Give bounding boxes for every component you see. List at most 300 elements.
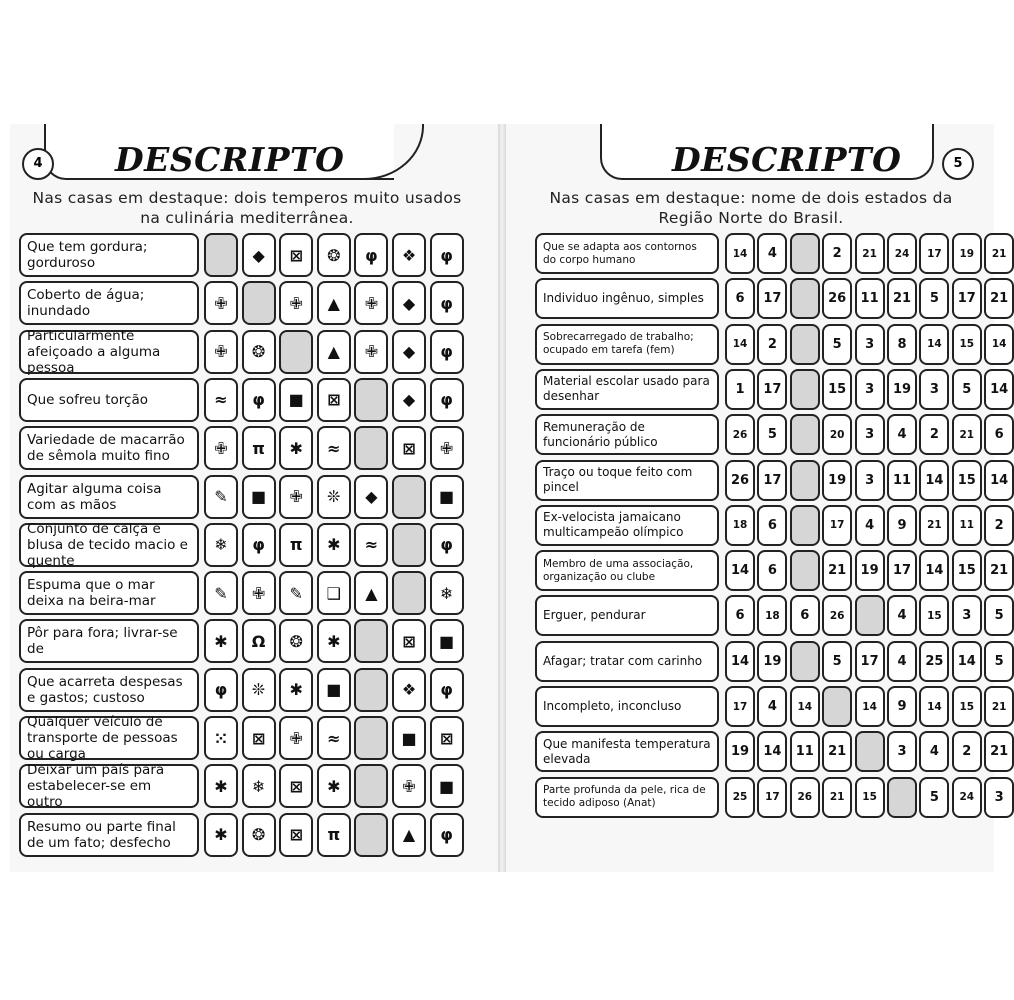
puzzle-cell[interactable]: [952, 731, 982, 772]
cell-code: ■: [326, 680, 342, 700]
puzzle-cell[interactable]: [279, 668, 313, 712]
puzzle-cell[interactable]: [822, 324, 852, 365]
cell-code: 1: [735, 381, 745, 397]
cell-code: 6: [735, 608, 745, 624]
puzzle-cell[interactable]: [855, 278, 885, 319]
cell-code: ✱: [327, 776, 341, 796]
puzzle-cell[interactable]: [757, 414, 787, 455]
puzzle-cell[interactable]: [757, 505, 787, 546]
puzzle-cell[interactable]: [757, 550, 787, 591]
cell-code: 5: [994, 608, 1004, 624]
cell-code: 21: [990, 744, 1009, 760]
puzzle-cell[interactable]: [952, 233, 982, 274]
puzzle-cell[interactable]: [855, 369, 885, 410]
puzzle-cell[interactable]: [430, 813, 464, 857]
puzzle-cell[interactable]: [757, 777, 787, 818]
highlighted-cell[interactable]: [242, 281, 276, 325]
puzzle-cell[interactable]: [279, 475, 313, 519]
cell-code: 14: [991, 338, 1007, 351]
puzzle-cell[interactable]: [887, 686, 917, 727]
puzzle-cell[interactable]: [887, 641, 917, 682]
puzzle-cell[interactable]: [317, 668, 351, 712]
puzzle-cell[interactable]: [822, 414, 852, 455]
puzzle-cell[interactable]: [757, 460, 787, 501]
puzzle-cell[interactable]: [317, 523, 351, 567]
puzzle-cell[interactable]: [887, 414, 917, 455]
puzzle-cell[interactable]: [757, 324, 787, 365]
page-title-left: DESCRIPTO: [115, 140, 345, 179]
puzzle-cell[interactable]: [354, 233, 388, 277]
puzzle-cell[interactable]: [317, 281, 351, 325]
clue-text: Que se adapta aos contornos do corpo humano: [535, 233, 719, 274]
puzzle-cell[interactable]: [279, 813, 313, 857]
puzzle-cell[interactable]: [919, 777, 949, 818]
puzzle-cell[interactable]: [822, 641, 852, 682]
cell-code: ✙: [289, 728, 303, 748]
cell-code: ✱: [327, 535, 341, 555]
puzzle-cell[interactable]: [984, 369, 1014, 410]
puzzle-cell[interactable]: [984, 731, 1014, 772]
puzzle-cell[interactable]: [952, 641, 982, 682]
puzzle-cell[interactable]: [822, 505, 852, 546]
page-title-right: DESCRIPTO: [672, 140, 902, 179]
puzzle-cell[interactable]: [354, 281, 388, 325]
highlighted-cell[interactable]: [354, 619, 388, 663]
puzzle-cell[interactable]: [725, 460, 755, 501]
cell-code: 5: [994, 653, 1004, 669]
highlighted-cell[interactable]: [354, 378, 388, 422]
cell-code: 5: [929, 291, 939, 307]
puzzle-cell[interactable]: [430, 764, 464, 808]
instruction-line: Região Norte do Brasil.: [658, 209, 844, 227]
puzzle-cell[interactable]: [725, 777, 755, 818]
puzzle-cell[interactable]: [279, 233, 313, 277]
puzzle-cell[interactable]: [392, 813, 426, 857]
puzzle-cell[interactable]: [242, 571, 276, 615]
cell-code: 15: [959, 700, 975, 713]
puzzle-cell[interactable]: [725, 369, 755, 410]
puzzle-cell[interactable]: [725, 641, 755, 682]
puzzle-cell[interactable]: [430, 668, 464, 712]
puzzle-cell[interactable]: [887, 324, 917, 365]
puzzle-cell[interactable]: [855, 414, 885, 455]
puzzle-cell[interactable]: [279, 378, 313, 422]
puzzle-cell[interactable]: [317, 813, 351, 857]
highlighted-cell[interactable]: [790, 641, 820, 682]
cell-code: 19: [860, 563, 879, 579]
puzzle-cell[interactable]: [887, 460, 917, 501]
puzzle-cell[interactable]: [855, 324, 885, 365]
puzzle-cell[interactable]: [204, 523, 238, 567]
puzzle-cell[interactable]: [919, 505, 949, 546]
highlighted-cell[interactable]: [354, 813, 388, 857]
puzzle-cell[interactable]: [354, 571, 388, 615]
puzzle-cell[interactable]: [204, 330, 238, 374]
puzzle-cell[interactable]: [242, 813, 276, 857]
puzzle-cell[interactable]: [984, 641, 1014, 682]
puzzle-cell[interactable]: [242, 716, 276, 760]
puzzle-cell[interactable]: [855, 686, 885, 727]
puzzle-cell[interactable]: [204, 668, 238, 712]
puzzle-cell[interactable]: [725, 686, 755, 727]
highlighted-cell[interactable]: [354, 426, 388, 470]
cell-code: ◆: [365, 487, 378, 506]
puzzle-cell[interactable]: [204, 716, 238, 760]
highlighted-cell[interactable]: [790, 324, 820, 365]
cell-code: φ: [365, 245, 378, 265]
puzzle-cell[interactable]: [919, 641, 949, 682]
clue-text: Que manifesta temperatura elevada: [535, 731, 719, 772]
cell-code: ⊠: [439, 728, 454, 748]
cell-code: 3: [865, 381, 875, 397]
cell-code: 9: [897, 517, 907, 533]
puzzle-cell[interactable]: [430, 619, 464, 663]
puzzle-cell[interactable]: [919, 550, 949, 591]
puzzle-cell[interactable]: [317, 330, 351, 374]
puzzle-cell[interactable]: [392, 619, 426, 663]
cell-code: 25: [925, 653, 944, 669]
highlighted-cell[interactable]: [790, 233, 820, 274]
clue-text: Membro de uma associação, organização ou clube: [535, 550, 719, 591]
cell-code: φ: [440, 245, 453, 265]
highlighted-cell[interactable]: [354, 716, 388, 760]
clue-text: Individuo ingênuo, simples: [535, 278, 719, 319]
puzzle-cell[interactable]: [317, 378, 351, 422]
puzzle-cell[interactable]: [757, 233, 787, 274]
puzzle-cell[interactable]: [279, 619, 313, 663]
puzzle-cell[interactable]: [317, 619, 351, 663]
cell-code: φ: [440, 390, 453, 410]
puzzle-cell[interactable]: [984, 278, 1014, 319]
puzzle-cell[interactable]: [952, 460, 982, 501]
cell-code: 17: [892, 563, 912, 579]
cell-code: ⊠: [251, 728, 266, 748]
puzzle-cell[interactable]: [984, 595, 1014, 636]
clue-text: Material escolar usado para desenhar: [535, 369, 719, 410]
highlighted-cell[interactable]: [855, 595, 885, 636]
puzzle-cell[interactable]: [855, 550, 885, 591]
puzzle-cell[interactable]: [279, 523, 313, 567]
puzzle-cell[interactable]: [204, 571, 238, 615]
puzzle-cell[interactable]: [887, 595, 917, 636]
puzzle-cell[interactable]: [392, 668, 426, 712]
instruction-line: Nas casas em destaque: dois temperos muito usados: [32, 189, 462, 207]
puzzle-cell[interactable]: [279, 571, 313, 615]
puzzle-cell[interactable]: [919, 414, 949, 455]
puzzle-cell[interactable]: [790, 686, 820, 727]
puzzle-cell[interactable]: [952, 414, 982, 455]
puzzle-cell[interactable]: [242, 233, 276, 277]
puzzle-cell[interactable]: [952, 550, 982, 591]
puzzle-cell[interactable]: [242, 668, 276, 712]
puzzle-cell[interactable]: [822, 369, 852, 410]
cell-code: ⊠: [402, 631, 416, 651]
puzzle-cell[interactable]: [790, 777, 820, 818]
puzzle-cell[interactable]: [919, 595, 949, 636]
cell-code: φ: [440, 342, 453, 362]
highlighted-cell[interactable]: [354, 764, 388, 808]
cell-code: 14: [732, 338, 748, 351]
puzzle-cell[interactable]: [984, 686, 1014, 727]
puzzle-cell[interactable]: [822, 777, 852, 818]
puzzle-cell[interactable]: [725, 278, 755, 319]
puzzle-cell[interactable]: [887, 731, 917, 772]
puzzle-cell[interactable]: [725, 731, 755, 772]
puzzle-cell[interactable]: [790, 731, 820, 772]
puzzle-cell[interactable]: [204, 281, 238, 325]
puzzle-cell[interactable]: [855, 505, 885, 546]
cell-code: 14: [990, 472, 1009, 488]
cell-code: 15: [828, 381, 847, 397]
cell-code: 17: [829, 519, 845, 532]
puzzle-cell[interactable]: [204, 378, 238, 422]
cell-code: Ω: [251, 631, 266, 651]
cell-code: 17: [957, 291, 976, 307]
cell-code: 21: [892, 291, 912, 307]
highlighted-cell[interactable]: [887, 777, 917, 818]
puzzle-cell[interactable]: [725, 233, 755, 274]
highlighted-cell[interactable]: [790, 505, 820, 546]
highlighted-cell[interactable]: [790, 369, 820, 410]
highlighted-cell[interactable]: [392, 571, 426, 615]
puzzle-cell[interactable]: [279, 764, 313, 808]
puzzle-cell[interactable]: [757, 278, 787, 319]
puzzle-cell[interactable]: [242, 523, 276, 567]
puzzle-cell[interactable]: [887, 550, 917, 591]
cell-code: ■: [401, 728, 417, 748]
puzzle-cell[interactable]: [822, 233, 852, 274]
cell-code: 5: [832, 336, 842, 352]
puzzle-cell[interactable]: [855, 777, 885, 818]
puzzle-cell[interactable]: [430, 571, 464, 615]
cell-code: 14: [925, 472, 944, 488]
puzzle-cell[interactable]: [919, 369, 949, 410]
clue-text: Agitar alguma coisa com as mãos: [19, 475, 199, 519]
highlighted-cell[interactable]: [392, 475, 426, 519]
puzzle-cell[interactable]: [952, 324, 982, 365]
puzzle-cell[interactable]: [317, 475, 351, 519]
cell-code: ❄: [214, 535, 228, 555]
cell-code: ✎: [214, 583, 228, 603]
puzzle-cell[interactable]: [984, 777, 1014, 818]
clue-text: Que sofreu torção: [19, 378, 199, 422]
puzzle-cell[interactable]: [392, 233, 426, 277]
cell-code: ✙: [214, 342, 228, 362]
puzzle-cell[interactable]: [790, 595, 820, 636]
puzzle-cell[interactable]: [855, 460, 885, 501]
cell-code: 17: [763, 472, 782, 488]
puzzle-cell[interactable]: [757, 641, 787, 682]
puzzle-cell[interactable]: [317, 764, 351, 808]
puzzle-cell[interactable]: [919, 686, 949, 727]
cell-code: 3: [865, 336, 875, 352]
cell-code: 17: [763, 381, 782, 397]
cell-code: 3: [865, 472, 875, 488]
cell-code: 3: [865, 427, 875, 443]
puzzle-cell[interactable]: [242, 426, 276, 470]
puzzle-cell[interactable]: [430, 475, 464, 519]
cell-code: 17: [765, 791, 780, 804]
puzzle-cell[interactable]: [952, 777, 982, 818]
cell-code: 19: [959, 247, 975, 260]
puzzle-cell[interactable]: [430, 330, 464, 374]
puzzle-cell[interactable]: [354, 330, 388, 374]
puzzle-cell[interactable]: [430, 716, 464, 760]
cell-code: 18: [765, 609, 780, 622]
puzzle-cell[interactable]: [887, 278, 917, 319]
cell-code: ■: [439, 776, 455, 796]
cell-code: 26: [829, 609, 845, 622]
puzzle-cell[interactable]: [952, 505, 982, 546]
puzzle-cell[interactable]: [317, 716, 351, 760]
puzzle-cell[interactable]: [279, 716, 313, 760]
puzzle-cell[interactable]: [317, 426, 351, 470]
puzzle-cell[interactable]: [725, 414, 755, 455]
puzzle-cell[interactable]: [392, 281, 426, 325]
puzzle-cell[interactable]: [887, 233, 917, 274]
puzzle-cell[interactable]: [204, 813, 238, 857]
highlighted-cell[interactable]: [392, 523, 426, 567]
puzzle-cell[interactable]: [430, 426, 464, 470]
cell-code: ❂: [251, 825, 266, 845]
puzzle-cell[interactable]: [757, 686, 787, 727]
puzzle-cell[interactable]: [757, 731, 787, 772]
clue-text: Particularmente afeiçoado a alguma pessoa: [19, 330, 199, 374]
puzzle-cell[interactable]: [919, 731, 949, 772]
highlighted-cell[interactable]: [279, 330, 313, 374]
highlighted-cell[interactable]: [354, 668, 388, 712]
puzzle-cell[interactable]: [984, 550, 1014, 591]
highlighted-cell[interactable]: [790, 278, 820, 319]
puzzle-cell[interactable]: [392, 716, 426, 760]
cell-code: ❊: [327, 487, 341, 506]
cell-code: ✱: [327, 631, 341, 651]
clue-text: Conjunto de calça e blusa de tecido macio e quente: [19, 523, 199, 567]
puzzle-cell[interactable]: [855, 233, 885, 274]
puzzle-cell[interactable]: [430, 233, 464, 277]
puzzle-cell[interactable]: [242, 330, 276, 374]
clue-text: Sobrecarregado de trabalho; ocupado em tarefa (fem): [535, 324, 719, 365]
puzzle-cell[interactable]: [822, 550, 852, 591]
cell-code: 5: [832, 653, 842, 669]
cell-code: 2: [929, 427, 939, 443]
puzzle-cell[interactable]: [952, 278, 982, 319]
cell-code: 19: [763, 653, 782, 669]
puzzle-cell[interactable]: [822, 460, 852, 501]
cell-code: 15: [957, 472, 976, 488]
cell-code: 14: [990, 381, 1009, 397]
puzzle-cell[interactable]: [392, 426, 426, 470]
highlighted-cell[interactable]: [790, 460, 820, 501]
cell-code: ◆: [402, 293, 416, 313]
puzzle-cell[interactable]: [392, 378, 426, 422]
puzzle-cell[interactable]: [984, 233, 1014, 274]
puzzle-cell[interactable]: [887, 369, 917, 410]
puzzle-cell[interactable]: [919, 278, 949, 319]
puzzle-cell[interactable]: [952, 369, 982, 410]
puzzle-cell[interactable]: [204, 475, 238, 519]
highlighted-cell[interactable]: [204, 233, 238, 277]
puzzle-cell[interactable]: [984, 324, 1014, 365]
puzzle-cell[interactable]: [279, 426, 313, 470]
cell-code: ■: [439, 631, 455, 651]
puzzle-cell[interactable]: [919, 460, 949, 501]
puzzle-cell[interactable]: [242, 475, 276, 519]
cell-code: 6: [800, 608, 810, 624]
highlighted-cell[interactable]: [822, 686, 852, 727]
highlighted-cell[interactable]: [790, 414, 820, 455]
puzzle-cell[interactable]: [392, 330, 426, 374]
instructions-left: [24, 188, 470, 228]
puzzle-cell[interactable]: [242, 619, 276, 663]
cell-code: 5: [962, 381, 972, 397]
clue-text: Resumo ou parte final de um fato; desfecho: [19, 813, 199, 857]
instructions-right: [520, 188, 982, 228]
cell-code: 19: [892, 381, 912, 397]
puzzle-cell[interactable]: [242, 764, 276, 808]
cell-code: φ: [252, 390, 265, 410]
puzzle-cell[interactable]: [392, 764, 426, 808]
puzzle-cell[interactable]: [725, 324, 755, 365]
puzzle-cell[interactable]: [919, 324, 949, 365]
cell-code: 4: [767, 246, 777, 261]
puzzle-cell[interactable]: [354, 475, 388, 519]
cell-code: ✱: [289, 438, 303, 458]
cell-code: 4: [897, 427, 907, 443]
puzzle-cell[interactable]: [354, 523, 388, 567]
puzzle-cell[interactable]: [822, 595, 852, 636]
puzzle-cell[interactable]: [204, 619, 238, 663]
puzzle-cell[interactable]: [757, 595, 787, 636]
cell-code: 21: [927, 519, 942, 532]
puzzle-cell[interactable]: [952, 686, 982, 727]
puzzle-cell[interactable]: [822, 278, 852, 319]
cell-code: 19: [730, 744, 750, 760]
puzzle-cell[interactable]: [317, 571, 351, 615]
puzzle-cell[interactable]: [984, 505, 1014, 546]
puzzle-cell[interactable]: [430, 378, 464, 422]
puzzle-cell[interactable]: [242, 378, 276, 422]
puzzle-cell[interactable]: [984, 460, 1014, 501]
cell-code: 4: [897, 608, 907, 624]
puzzle-cell[interactable]: [757, 369, 787, 410]
puzzle-cell[interactable]: [430, 523, 464, 567]
cell-code: 11: [892, 472, 912, 488]
puzzle-cell[interactable]: [279, 281, 313, 325]
puzzle-cell[interactable]: [430, 281, 464, 325]
puzzle-cell[interactable]: [725, 595, 755, 636]
puzzle-cell[interactable]: [725, 550, 755, 591]
puzzle-cell[interactable]: [822, 731, 852, 772]
cell-code: 21: [990, 291, 1009, 307]
cell-code: ✱: [214, 631, 228, 651]
puzzle-cell[interactable]: [887, 505, 917, 546]
puzzle-cell[interactable]: [984, 414, 1014, 455]
cell-code: ▲: [327, 342, 340, 362]
highlighted-cell[interactable]: [790, 550, 820, 591]
puzzle-cell[interactable]: [204, 426, 238, 470]
puzzle-cell[interactable]: [952, 595, 982, 636]
cell-code: ❄: [439, 583, 454, 603]
puzzle-cell[interactable]: [919, 233, 949, 274]
puzzle-cell[interactable]: [855, 641, 885, 682]
puzzle-cell[interactable]: [725, 505, 755, 546]
puzzle-cell[interactable]: [317, 233, 351, 277]
cell-code: 6: [767, 517, 777, 533]
cell-code: ✎: [289, 583, 303, 603]
highlighted-cell[interactable]: [855, 731, 885, 772]
puzzle-cell[interactable]: [204, 764, 238, 808]
